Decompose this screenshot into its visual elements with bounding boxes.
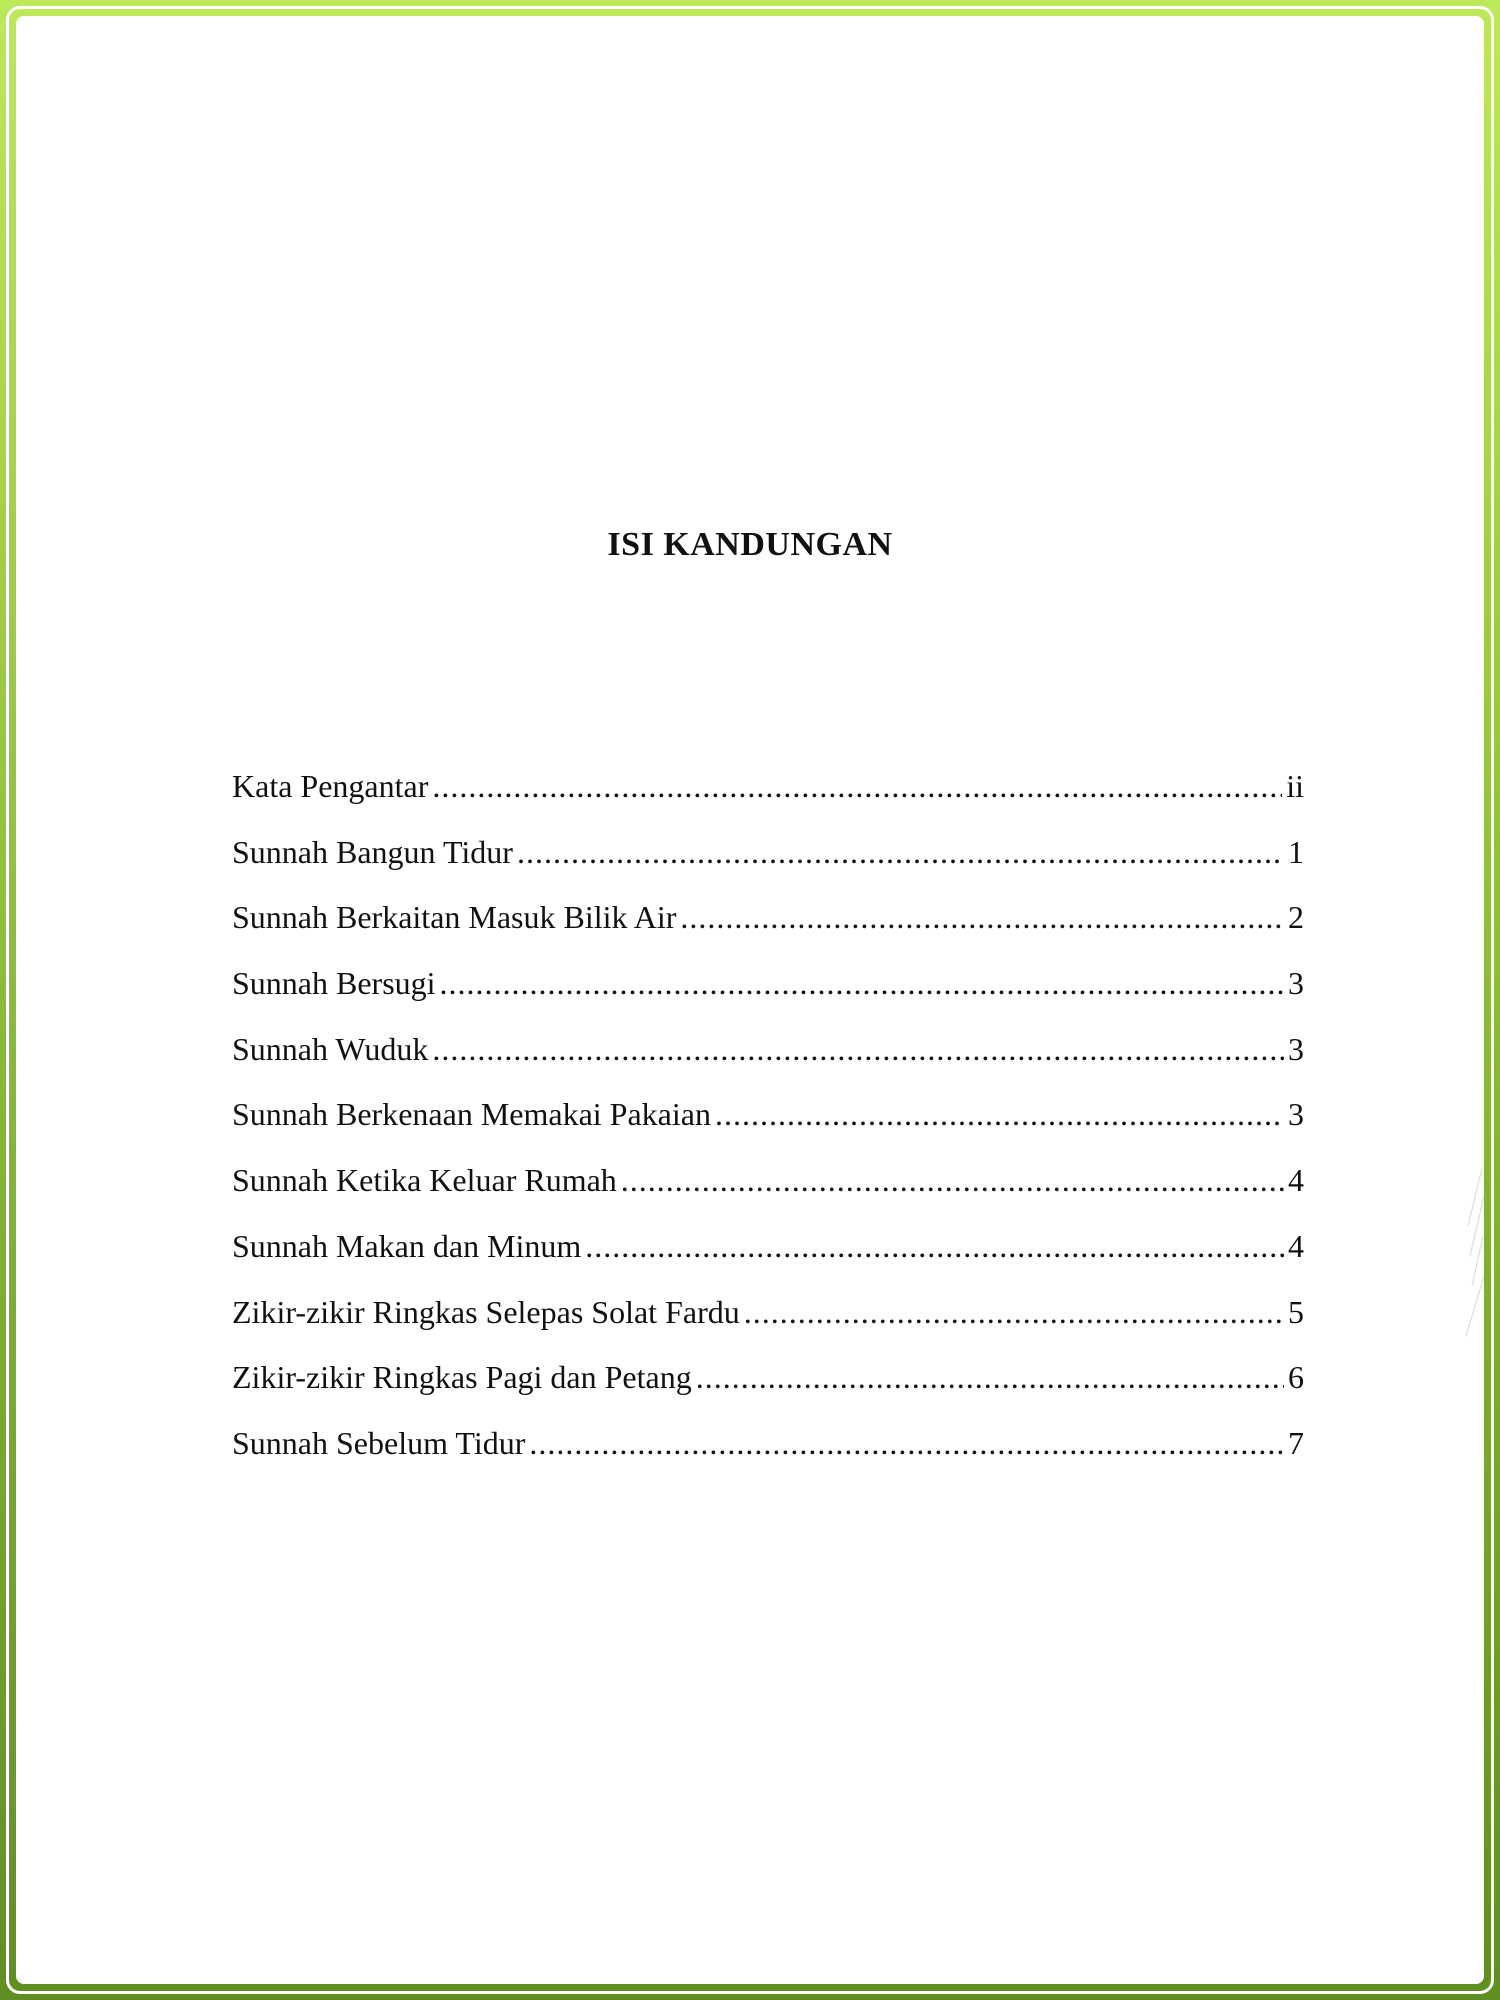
toc-entry [232, 1359, 1304, 1425]
toc-entry-page-number: 7 [1288, 1424, 1304, 1461]
dot-leader [744, 1294, 1284, 1331]
page-title: ISI KANDUNGAN [607, 526, 893, 563]
toc-entry [232, 899, 1304, 965]
dot-leader [715, 1096, 1284, 1133]
toc-entry [232, 1031, 1304, 1097]
toc-entry-label: Sunnah Berkaitan Masuk Bilik Air [232, 899, 677, 936]
toc-entry-page-number: 1 [1288, 833, 1304, 870]
toc-entry-label: Sunnah Ketika Keluar Rumah [232, 1162, 617, 1199]
dot-leader [432, 1031, 1284, 1068]
toc-entry [232, 1294, 1304, 1360]
toc-entry-page-number: 4 [1288, 1227, 1304, 1264]
toc-entry-label: Zikir-zikir Ringkas Pagi dan Petang [232, 1359, 692, 1396]
toc-entry-page-number: ii [1286, 768, 1304, 804]
toc-entry-page-number: 6 [1288, 1359, 1304, 1396]
toc-entry-page-number: 3 [1288, 965, 1304, 1002]
dot-leader [585, 1228, 1284, 1265]
table-of-contents [232, 768, 1304, 1491]
toc-entry-label: Zikir-zikir Ringkas Selepas Solat Fardu [232, 1293, 740, 1330]
toc-entry-label: Kata Pengantar [232, 768, 429, 804]
toc-entry [232, 1096, 1304, 1162]
toc-entry [232, 1425, 1304, 1491]
toc-entry-page-number: 5 [1288, 1293, 1304, 1330]
toc-entry [232, 1228, 1304, 1294]
toc-entry [232, 1162, 1304, 1228]
dot-leader [440, 965, 1284, 1002]
dot-leader [517, 834, 1284, 871]
toc-entry [232, 965, 1304, 1031]
toc-entry-label: Sunnah Sebelum Tidur [232, 1424, 526, 1461]
dot-leader [680, 899, 1284, 936]
document-page [16, 16, 1484, 1984]
edge-scratch-marks [1464, 1166, 1484, 1366]
dot-leader [696, 1359, 1284, 1396]
toc-entry-page-number: 2 [1288, 899, 1304, 936]
toc-entry [232, 834, 1304, 900]
dot-leader [432, 768, 1282, 805]
toc-entry [232, 768, 1304, 834]
toc-entry-page-number: 3 [1288, 1096, 1304, 1133]
dot-leader [529, 1425, 1284, 1462]
toc-entry-page-number: 3 [1288, 1030, 1304, 1067]
toc-entry-label: Sunnah Bangun Tidur [232, 833, 513, 870]
toc-entry-label: Sunnah Wuduk [232, 1030, 429, 1067]
toc-entry-label: Sunnah Bersugi [232, 965, 436, 1002]
toc-entry-label: Sunnah Makan dan Minum [232, 1227, 582, 1264]
toc-entry-page-number: 4 [1288, 1162, 1304, 1199]
toc-entry-label: Sunnah Berkenaan Memakai Pakaian [232, 1096, 711, 1133]
dot-leader [621, 1162, 1284, 1199]
